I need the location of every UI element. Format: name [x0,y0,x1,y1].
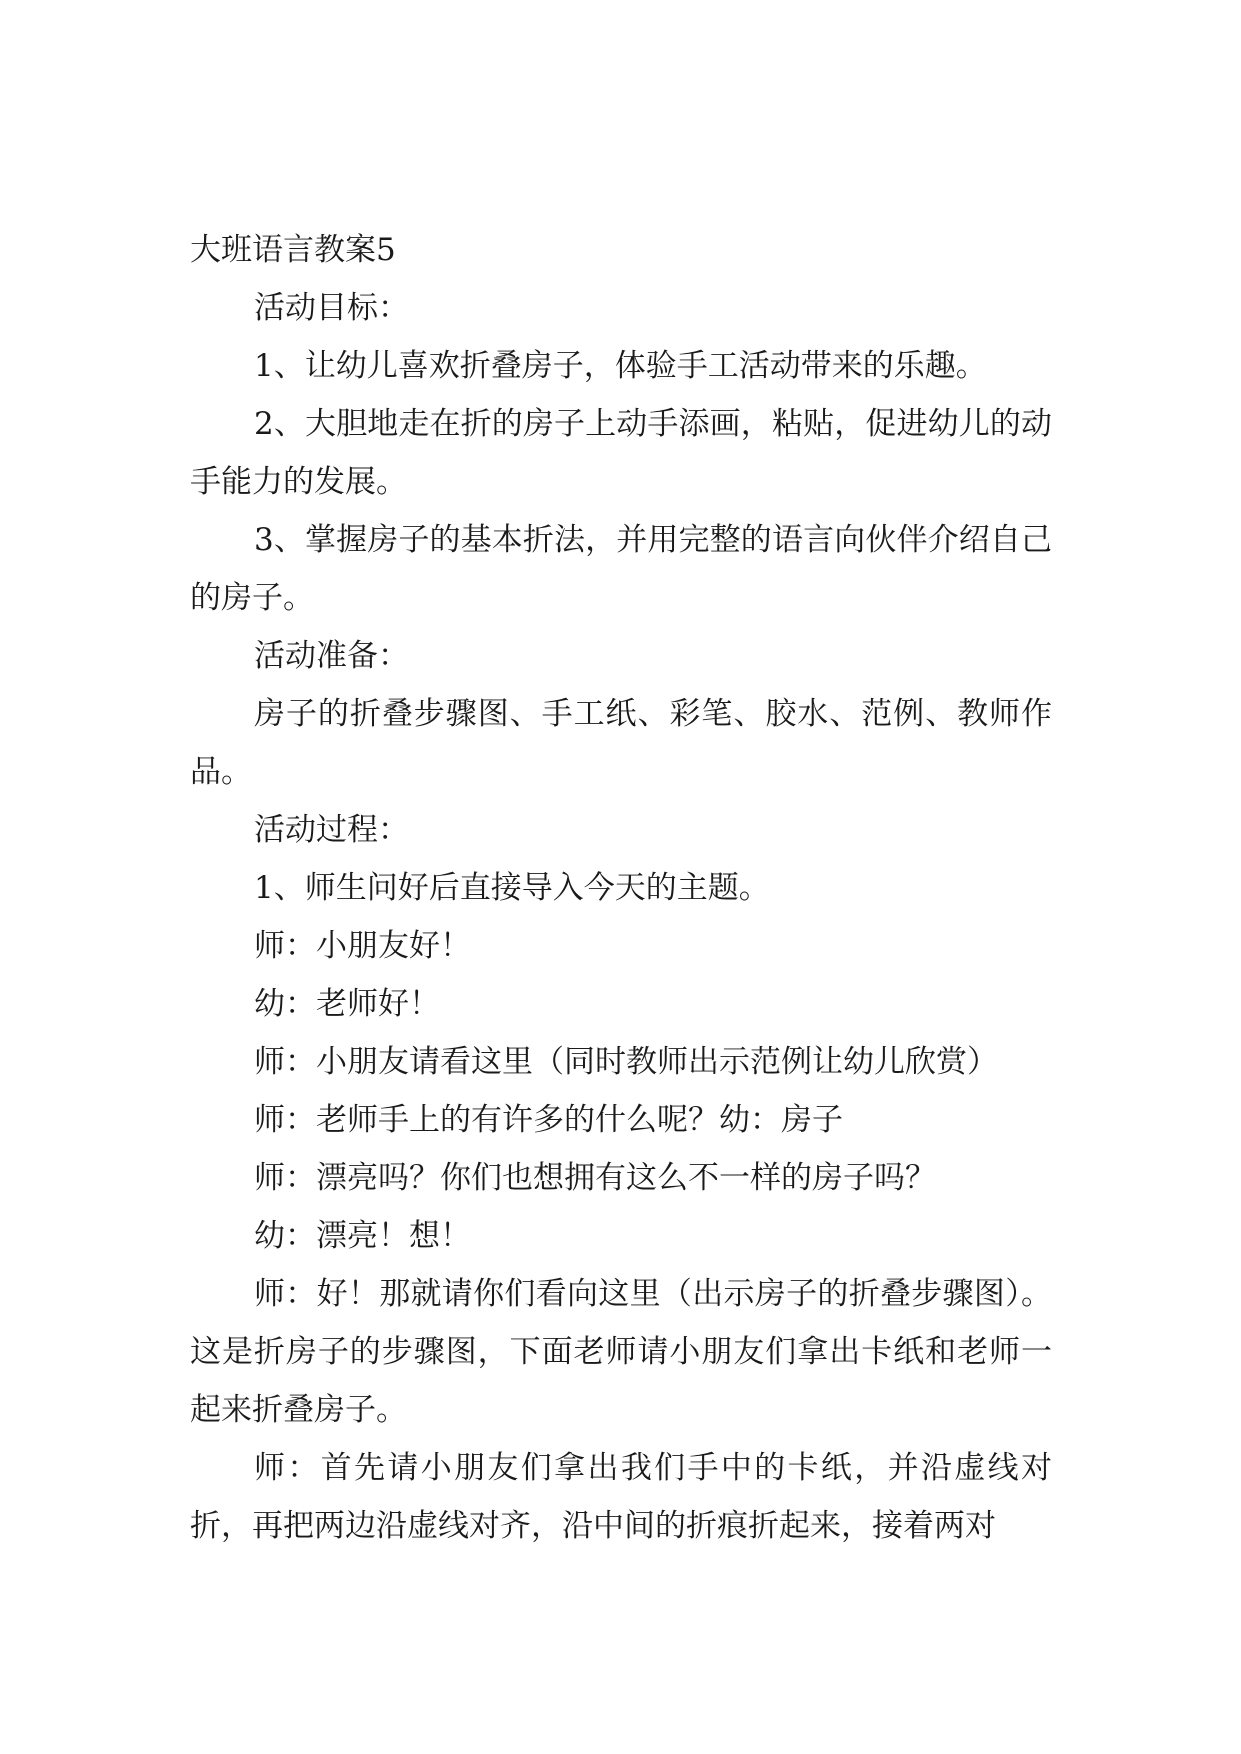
dialogue-line: 幼：漂亮！想！ [254,1218,471,1254]
document-body [190,221,1052,1555]
process-step-1: 1、师生问好后直接导入今天的主题。 [254,870,770,906]
goal-item-3: 3、掌握房子的基本折法，并用完整的语言向伙伴介绍自己的房子。 [190,522,1052,616]
dialogue-line: 幼：老师好！ [254,986,440,1022]
dialogue-line: 师：老师手上的有许多的什么呢？幼：房子 [254,1102,843,1138]
preparation-text: 房子的折叠步骤图、手工纸、彩笔、胶水、范例、教师作品。 [190,696,1052,790]
section-heading-goals: 活动目标： [254,290,409,326]
document-title: 大班语言教案5 [190,232,396,268]
dialogue-line: 师：好！那就请你们看向这里（出示房子的折叠步骤图）。这是折房子的步骤图，下面老师请小朋友们拿出卡纸和老师一起来折叠房子。 [190,1276,1052,1428]
dialogue-line: 师：小朋友好！ [254,928,471,964]
section-heading-preparation: 活动准备： [254,638,409,674]
dialogue-line: 师：小朋友请看这里（同时教师出示范例让幼儿欣赏） [254,1044,998,1080]
dialogue-line: 师：漂亮吗？你们也想拥有这么不一样的房子吗？ [254,1160,936,1196]
dialogue-line: 师：首先请小朋友们拿出我们手中的卡纸，并沿虚线对折，再把两边沿虚线对齐，沿中间的折痕折起来，接着两对 [190,1450,1052,1544]
goal-item-1: 1、让幼儿喜欢折叠房子，体验手工活动带来的乐趣。 [254,348,987,384]
section-heading-process: 活动过程： [254,812,409,848]
goal-item-2: 2、大胆地走在折的房子上动手添画，粘贴，促进幼儿的动手能力的发展。 [190,406,1052,500]
